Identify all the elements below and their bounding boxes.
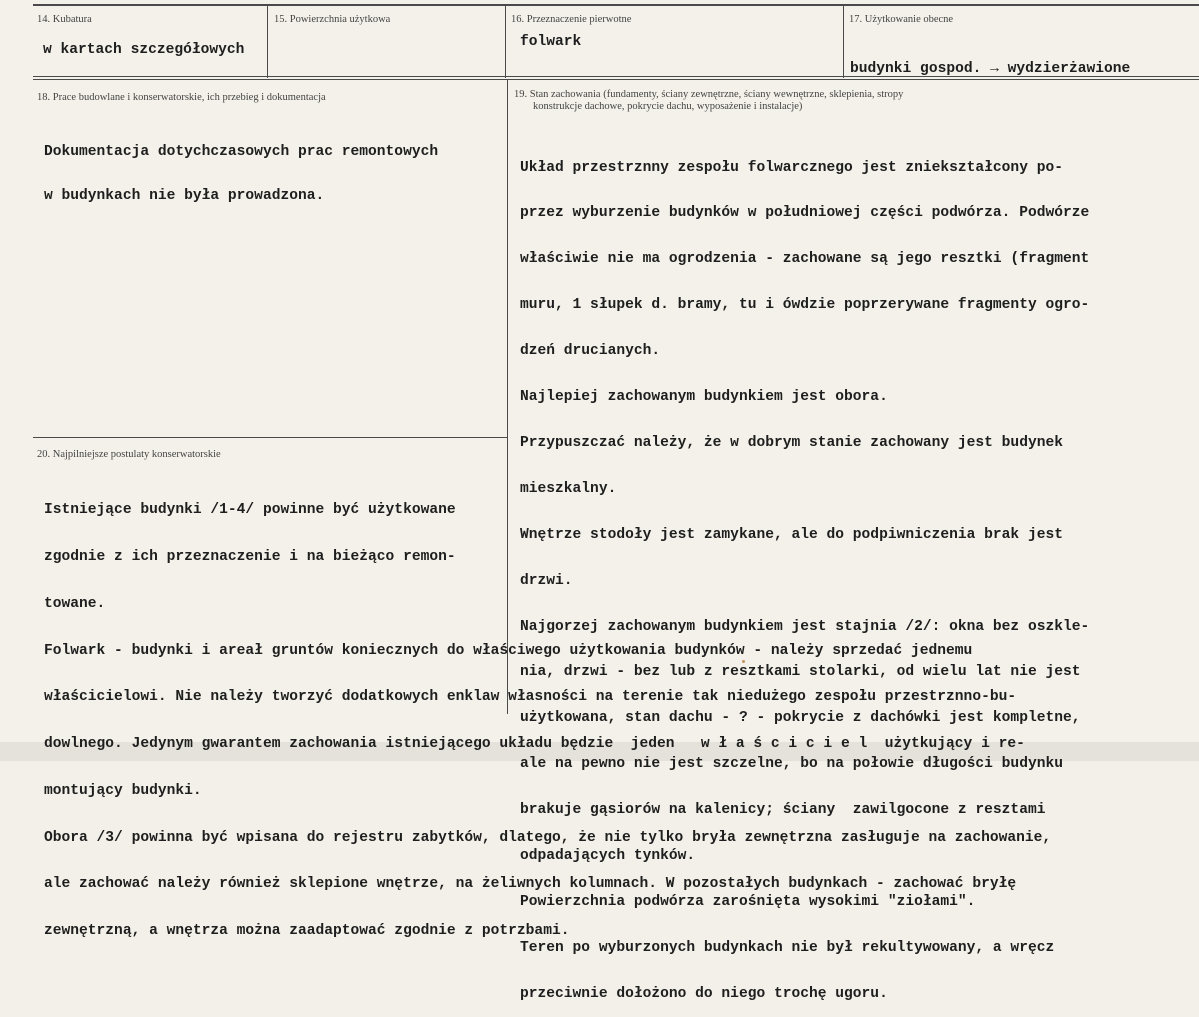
field-19-line: Powierzchnia podwórza zarośnięta wysokimi "ziołami". [520, 893, 976, 910]
field-19-line: ale na pewno nie jest szczelne, bo na połowie długości budynku [520, 756, 1063, 773]
field-20-line: towane. [44, 595, 106, 612]
field-18-line: w budynkach nie była prowadzona. [44, 187, 325, 204]
field-17-label: 17. Użytkowanie obecne [849, 14, 954, 25]
field-14-label: 14. Kubatura [37, 14, 92, 25]
divider-14-15 [267, 4, 268, 78]
top-border [33, 4, 1199, 6]
field-19-line: drzwi. [520, 572, 573, 589]
field-17-line: budynki gospod. → wydzierżawione [850, 61, 1131, 76]
field-20-line: zgodnie z ich przeznaczenie i na bieżąco remon- [44, 548, 456, 565]
field-19-line: dzeń drucianych. [520, 343, 661, 360]
field-19-line: nia, drzwi - bez lub z resztkami stolarki, od wielu lat nie jest [520, 664, 1081, 681]
field-17-value [850, 31, 1130, 76]
row1-bottom-rule [33, 76, 1199, 77]
field-18-line: Dokumentacja dotychczasowych prac remontowych [44, 144, 439, 161]
field-19-line: Wnętrze stodoły jest zamykane, ale do podpiwniczenia brak jest [520, 526, 1063, 543]
field-15-label: 15. Powierzchnia użytkowa [274, 14, 391, 25]
field-16-value: folwark [520, 34, 582, 50]
divider-16-17 [843, 4, 844, 78]
field-19-line: brakuje gąsiorów na kalenicy; ściany zawilgocone z resztami [520, 802, 1046, 819]
field-19-line: Najgorzej zachowanym budynkiem jest stajnia /2/: okna bez oszkle- [520, 618, 1090, 635]
field-20-line: właścicielowi. Nie należy tworzyć dodatkowych enklaw własności na terenie tak niedużego zespołu przestrznno-bu- [44, 689, 1017, 706]
field-19-line: Najlepiej zachowanym budynkiem jest obora. [520, 389, 888, 406]
field-19-label-line: 19. Stan zachowania (fundamenty, ściany zewnętrzne, ściany wewnętrzne, sklepienia, stropy [514, 89, 904, 100]
field-19-label-line: konstrukcje dachowe, pokrycie dachu, wyposażenie i instalacje) [533, 101, 803, 112]
row1-bottom-rule-2 [33, 79, 1199, 80]
field-19-line: Przypuszczać należy, że w dobrym stanie zachowany jest budynek [520, 434, 1063, 451]
field-20-line: dowlnego. Jedynym gwarantem zachowania istniejącego układu będzie jeden w ł a ś c i c i e l użytkujący i re- [44, 736, 1025, 753]
field-16-label: 16. Przeznaczenie pierwotne [511, 14, 632, 25]
field-18-label: 18. Prace budowlane i konserwatorskie, ich przebieg i dokumentacja [37, 92, 326, 103]
field-18-value [44, 116, 438, 218]
field-19-line: właściwie nie ma ogrodzenia - zachowane są jego resztki (fragment [520, 251, 1090, 268]
field-20-line: zewnętrzną, a wnętrza można zaadaptować zgodnie z potrzbami. [44, 923, 570, 940]
field-19-line: użytkowana, stan dachu - ? - pokrycie z dachówki jest kompletne, [520, 710, 1081, 727]
field-20-value [44, 472, 1051, 955]
field-19-line: przeciwnie dołożono do niego trochę ugoru. [520, 985, 888, 1002]
field-20-line: ale zachować należy również sklepione wnętrze, na żeliwnych kolumnach. W pozostałych budynkach - zachować bryłę [44, 876, 1017, 893]
field-19-line: Teren po wyburzonych budynkach nie był rekultywowany, a wręcz [520, 939, 1055, 956]
field-20-label: 20. Najpilniejsze postulaty konserwatorskie [37, 449, 221, 460]
f18-bottom-rule [33, 437, 508, 438]
field-19-line: mieszkalny. [520, 480, 617, 497]
field-19-line: Układ przestrznny zespołu folwarcznego jest zniekształcony po- [520, 159, 1063, 176]
field-19-line: muru, 1 słupek d. bramy, tu i ówdzie poprzerywane fragmenty ogro- [520, 297, 1090, 314]
paper-speck [742, 660, 745, 663]
field-14-value: w kartach szczegółowych [43, 42, 245, 58]
field-19-label [514, 89, 903, 113]
field-20-line: montujący budynki. [44, 782, 202, 799]
field-20-line: Istniejące budynki /1-4/ powinne być użytkowane [44, 502, 456, 519]
field-19-line: przez wyburzenie budynków w południowej części podwórza. Podwórze [520, 205, 1090, 222]
field-20-line: Folwark - budynki i areał gruntów koniecznych do właściwego użytkowania budynków - należy sprzedać jednemu [44, 642, 973, 659]
field-20-line: Obora /3/ powinna być wpisana do rejestru zabytków, dlatego, że nie tylko bryła zewnętrzna zasługuje na zachowanie, [44, 829, 1052, 846]
field-19-line: odpadających tynków. [520, 847, 696, 864]
divider-15-16 [505, 4, 506, 78]
